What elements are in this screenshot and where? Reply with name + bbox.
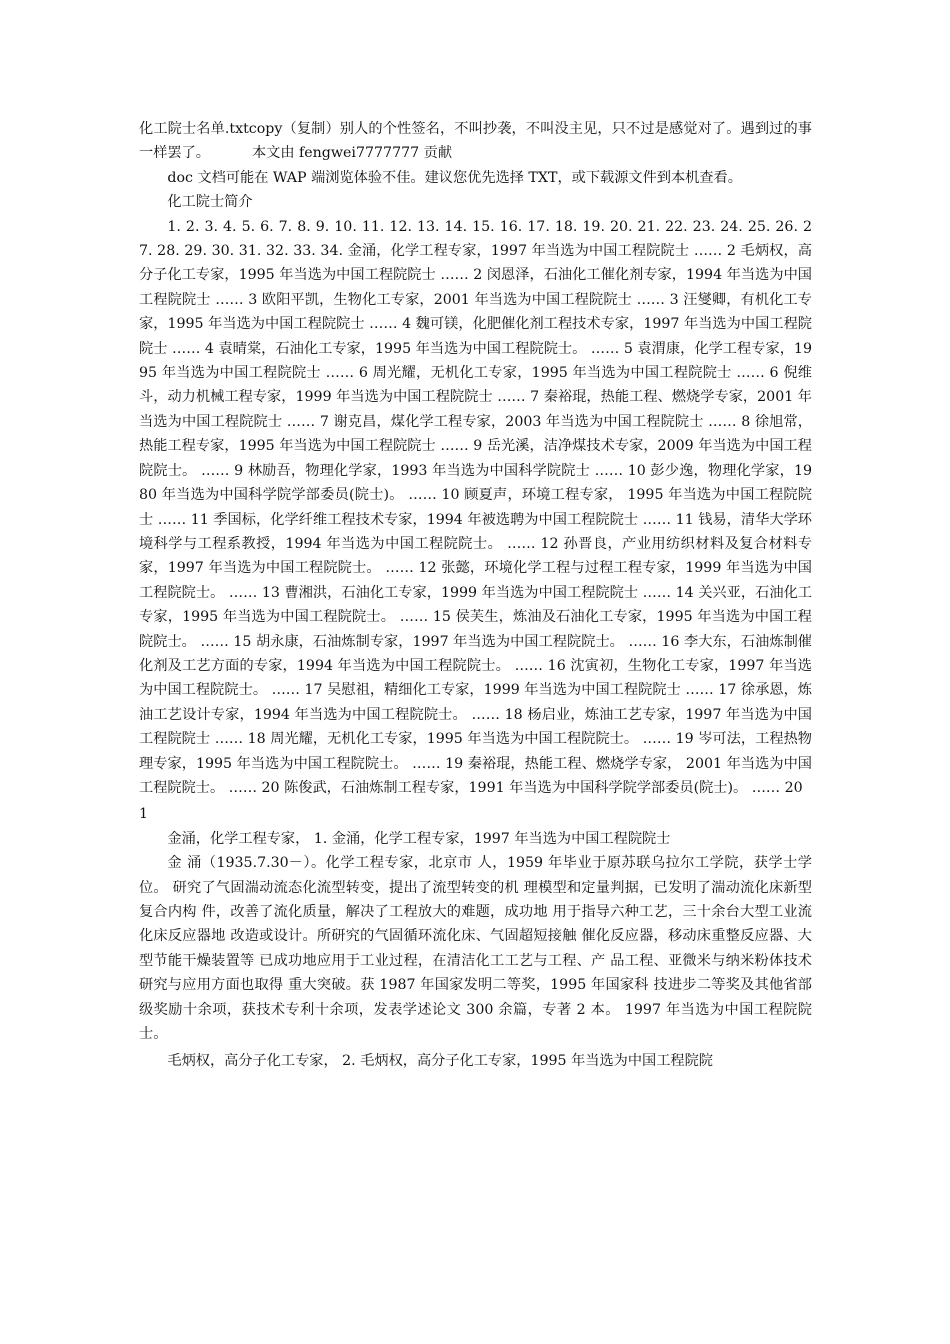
contributor-credit: 本文由 fengwei7777777 贡献 bbox=[251, 145, 453, 162]
entry2-heading: 毛炳权，高分子化工专家， 2. 毛炳权，高分子化工专家，1995 年当选为中国工程院院 bbox=[167, 1053, 713, 1070]
section-title: 化工院士简介 bbox=[167, 194, 253, 211]
document-page bbox=[139, 117, 812, 1074]
page-number: 1 bbox=[139, 806, 149, 823]
notice-text: doc 文档可能在 WAP 端浏览体验不佳。建议您优先选择 TXT，或下载源文件到本机查看。 bbox=[167, 169, 742, 186]
intro-paragraph bbox=[139, 117, 812, 166]
entry1-body: 金 涌（1935.7.30－）。化学工程专家，北京市 人，1959 年毕业于原苏联乌拉尔工学院，获学士学位。 研究了气固湍动流态化流型转变，提出了流型转变的机 理模型和定量判据，已发明了湍动流化床新型复合内构 件，改善了流化质量，解决了工程放大的难题，成功地 用于指导六种工艺，三十余台大型工业流化床反应器地 改造或设计。所研究的气固循环流化床、气固超短接触 催化反应器，移动床重整反应器、大型节能干燥装置等 已成功地应用于工业过程，在清洁化工工艺与工程、产 品工程、亚微米与纳米粉体技术研究与应用方面也取得 重大突破。获 1987 年国家发明二等奖，1995 年国家科 技进步二等奖及其他省部级奖励十余项，获技术专利十余项，发表学述论文 300 余篇，专著 2 本。 1997 年当选为中国工程院院士。 bbox=[139, 855, 812, 1043]
intro-text: 化工院士名单.txtcopy（复制）别人的个性签名，不叫抄袭，不叫没主见，只不过是感觉对了。遇到过的事一样罢了。 bbox=[139, 121, 812, 162]
entry1-heading: 金涌，化学工程专家， 1. 金涌，化学工程专家，1997 年当选为中国工程院院士 bbox=[167, 830, 671, 847]
index-paragraph: 1. 2. 3. 4. 5. 6. 7. 8. 9. 10. 11. 12. 13. 14. 15. 16. 17. 18. 19. 20. 21. 22. 23. 24. 25. 26. 27. 28. 29. 30. 31. 32. 33. 34. 金涌，化学工程专家，1997 年当选为中国工程院院士 …… 2 毛炳权，高分子化工专家，1995 年当选为中国工程院院士 …… 2 闵恩泽，石油化工催化剂专家，1994 年当选为中国工程院院士 …… 3 欧阳平凯，生物化工专家，2001 年当选为中国工程院院士 …… 3 汪燮卿，有机化工专家，1995 年当选为中国工程院院士 …… 4 魏可镁，化肥催化剂工程技术专家，1997 年当选为中国工程院院士 …… 4 袁晴棠，石油化工专家，1995 年当选为中国工程院院士。 …… 5 袁渭康，化学工程专家，1995 年当选为中国工程院院士 …… 6 周光耀，无机化工专家，1995 年当选为中国工程院院士 …… 6 倪维斗，动力机械工程专家，1999 年当选为中国工程院院士 …… 7 秦裕琨，热能工程、燃烧学专家，2001 年当选为中国工程院院士 …… 7 谢克昌，煤化学工程专家，2003 年当选为中国工程院院士 …… 8 徐旭常，热能工程专家，1995 年当选为中国工程院院士 …… 9 岳光溪，洁净煤技术专家，2009 年当选为中国工程院院士。 …… 9 林励吾，物理化学家，1993 年当选为中国科学院院士 …… 10 彭少逸，物理化学家，1980 年当选为中国科学院学部委员(院士)。 …… 10 顾夏声，环境工程专家， 1995 年当选为中国工程院院士 …… 11 季国标，化学纤维工程技术专家，1994 年被选聘为中国工程院院士 …… 11 钱易，清华大学环境科学与工程系教授，1994 年当选为中国工程院院士。 …… 12 孙晋良，产业用纺织材料及复合材料专家，1997 年当选为中国工程院院士。 …… 12 张懿，环境化学工程与过程工程专家，1999 年当选为中国工程院院士。 …… 13 曹湘洪，石油化工专家，1999 年当选为中国工程院院士 …… 14 关兴亚，石油化工专家，1995 年当选为中国工程院院士。 …… 15 侯芙生，炼油及石油化工专家，1995 年当选为中国工程院院士。 …… 15 胡永康，石油炼制专家，1997 年当选为中国工程院院士。 …… 16 李大东，石油炼制催化剂及工艺方面的专家，1994 年当选为中国工程院院士。 …… 16 沈寅初，生物化工专家，1997 年当选为中国工程院院士。 …… 17 吴慰祖，精细化工专家，1999 年当选为中国工程院院士 …… 17 徐承恩，炼油工艺设计专家，1994 年当选为中国工程院院士。 …… 18 杨启业，炼油工艺专家，1997 年当选为中国工程院院士 …… 18 周光耀，无机化工专家，1995 年当选为中国工程院院士。 …… 19 岑可法，工程热物理专家，1995 年当选为中国工程院院士。 …… 19 秦裕琨，热能工程、燃烧学专家， 2001 年当选为中国工程院院士。 …… 20 陈俊武，石油炼制工程专家，1991 年当选为中国科学院学部委员(院士)。 …… 20 bbox=[139, 218, 812, 796]
